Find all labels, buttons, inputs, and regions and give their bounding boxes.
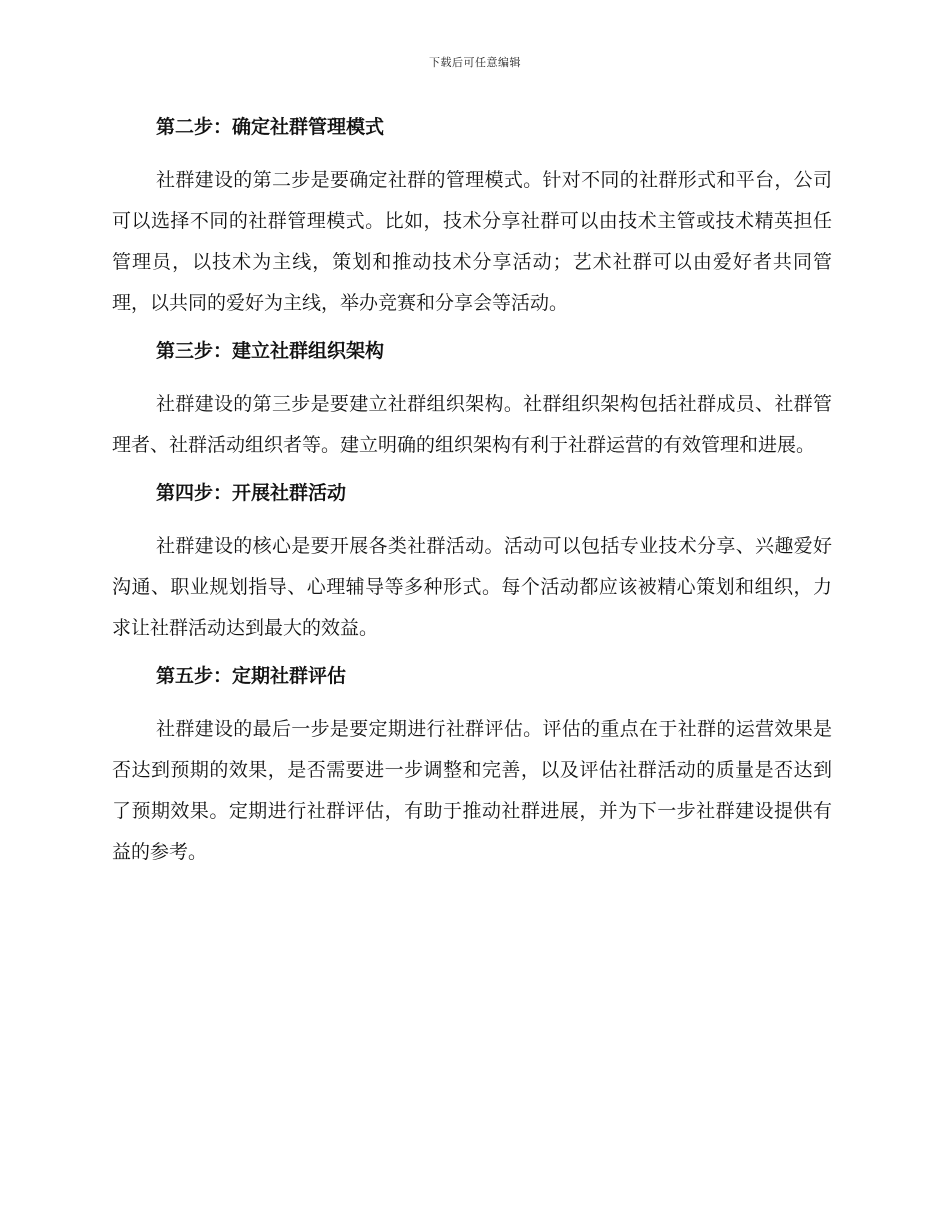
section-title: 第四步：开展社群活动	[156, 482, 347, 504]
document-body	[112, 110, 832, 873]
section-paragraph: 社群建设的第二步是要确定社群的管理模式。针对不同的社群形式和平台，公司可以选择不同的社群管理模式。比如，技术分享社群可以由技术主管或技术精英担任管理员，以技术为主线，策划和推动技术分享活动；艺术社群可以由爱好者共同管理，以共同的爱好为主线，举办竞赛和分享会等活动。	[112, 169, 832, 314]
section-title: 第三步：建立社群组织架构	[156, 340, 385, 362]
section-paragraph: 社群建设的最后一步是要定期进行社群评估。评估的重点在于社群的运营效果是否达到预期的效果，是否需要进一步调整和完善，以及评估社群活动的质量是否达到了预期效果。定期进行社群评估，有助于推动社群进展，并为下一步社群建设提供有益的参考。	[112, 718, 832, 863]
section-step-4	[112, 476, 832, 659]
section-title: 第二步：确定社群管理模式	[156, 116, 385, 138]
section-step-3	[112, 334, 832, 476]
section-title: 第五步：定期社群评估	[156, 665, 347, 687]
section-step-2	[112, 110, 832, 334]
section-paragraph: 社群建设的核心是要开展各类社群活动。活动可以包括专业技术分享、兴趣爱好沟通、职业规划指导、心理辅导等多种形式。每个活动都应该被精心策划和组织，力求让社群活动达到最大的效益。	[112, 535, 832, 639]
page-header: 下载后可任意编辑	[429, 56, 521, 69]
section-step-5	[112, 659, 832, 873]
section-paragraph: 社群建设的第三步是要建立社群组织架构。社群组织架构包括社群成员、社群管理者、社群活动组织者等。建立明确的组织架构有利于社群运营的有效管理和进展。	[112, 393, 832, 456]
